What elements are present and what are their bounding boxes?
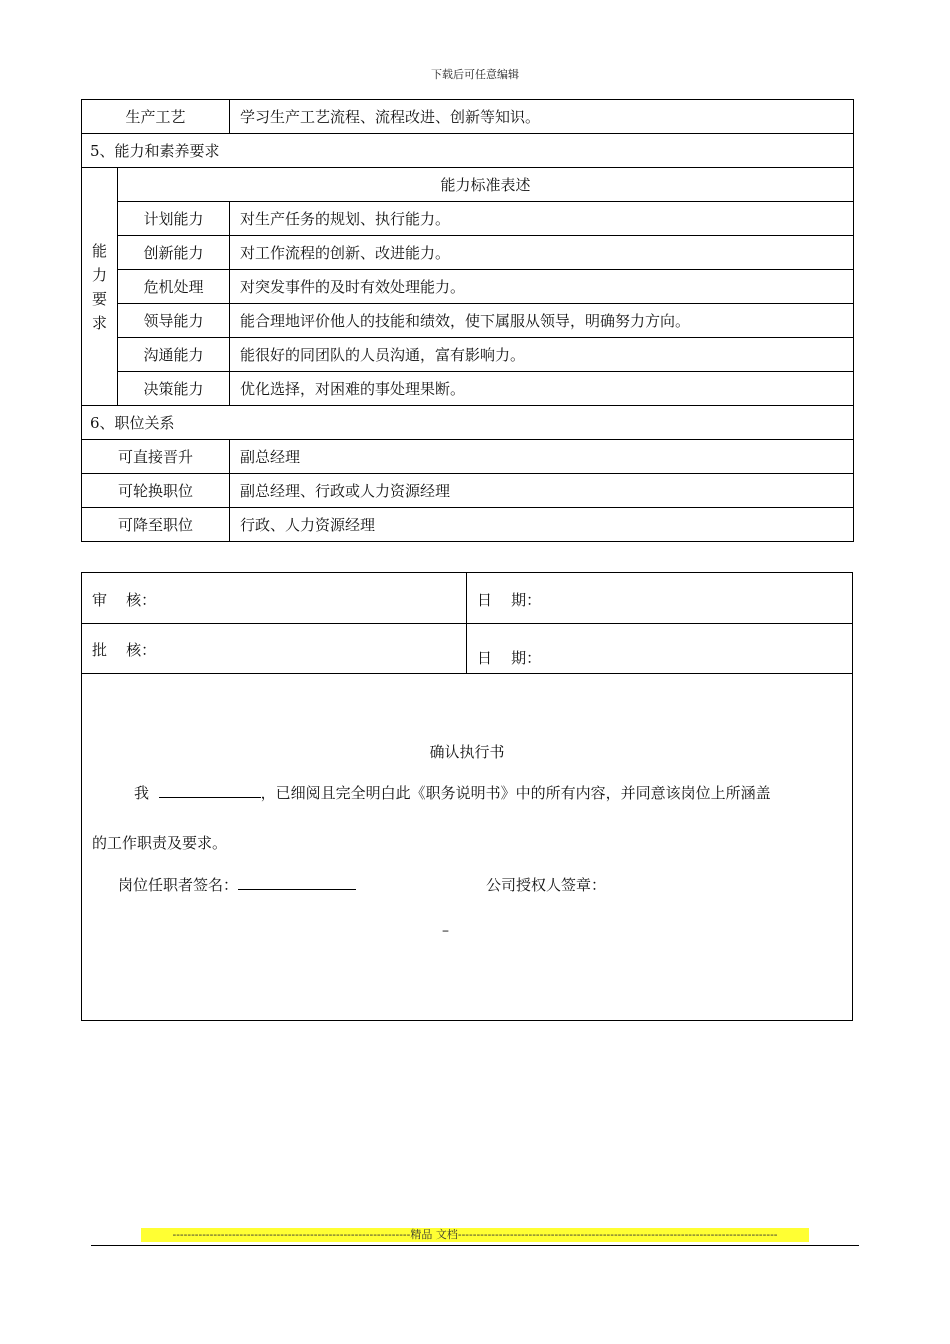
section5-title: 5、能力和素养要求: [82, 134, 854, 168]
ability-row: [82, 372, 854, 406]
job-description-table: [81, 99, 854, 542]
footer-rule: [91, 1245, 859, 1246]
relation-name: 可轮换职位: [82, 474, 230, 508]
ability-row: [82, 338, 854, 372]
page-header-note: 下载后可任意编辑: [431, 68, 519, 81]
ability-name: 危机处理: [118, 270, 230, 304]
dash-mark: –: [442, 923, 449, 939]
ability-vertical-char: 求: [92, 313, 108, 332]
ability-name: 创新能力: [118, 236, 230, 270]
signer-label: 岗位任职者签名：: [118, 876, 239, 894]
approval-column-divider: [466, 573, 467, 673]
ability-desc: 对突发事件的及时有效处理能力。: [230, 270, 854, 304]
ability-name: 计划能力: [118, 202, 230, 236]
ability-desc: 能合理地评价他人的技能和绩效，使下属服从领导，明确努力方向。: [230, 304, 854, 338]
ability-row: [82, 202, 854, 236]
ability-vertical-char: 力: [92, 265, 108, 284]
confirm-prefix: 我: [134, 784, 150, 802]
production-label: 生产工艺: [82, 100, 230, 134]
approve-label: 批 核：: [92, 641, 157, 659]
confirm-line-1: [134, 782, 771, 803]
name-blank[interactable]: [159, 797, 261, 798]
ability-row: [82, 270, 854, 304]
production-row: [82, 100, 854, 134]
ability-desc: 能很好的同团队的人员沟通，富有影响力。: [230, 338, 854, 372]
ability-desc: 对生产任务的规划、执行能力。: [230, 202, 854, 236]
date-label: 日 期：: [477, 649, 542, 667]
footer-band: [141, 1228, 809, 1242]
approval-divider: [82, 673, 852, 674]
ability-header-row: [82, 168, 854, 202]
ability-vertical-label: [82, 168, 118, 406]
relation-name: 可降至职位: [82, 508, 230, 542]
company-label: 公司授权人签章：: [486, 876, 607, 894]
ability-vertical-char: 能: [92, 241, 108, 260]
ability-name: 领导能力: [118, 304, 230, 338]
section6-row: [82, 406, 854, 440]
ability-header: 能力标准表述: [118, 168, 854, 202]
approval-box: [81, 572, 853, 1021]
ability-desc: 优化选择，对困难的事处理果断。: [230, 372, 854, 406]
section6-title: 6、职位关系: [82, 406, 854, 440]
relation-desc: 行政、人力资源经理: [230, 508, 854, 542]
confirm-line-2: 的工作职责及要求。: [92, 834, 228, 852]
relation-desc: 副总经理、行政或人力资源经理: [230, 474, 854, 508]
relation-row: [82, 440, 854, 474]
confirm-title: 确认执行书: [429, 743, 505, 761]
production-desc: 学习生产工艺流程、流程改进、创新等知识。: [230, 100, 854, 134]
signer-blank[interactable]: [238, 889, 356, 890]
confirm-suffix: ，已细阅且完全明白此《职务说明书》中的所有内容，并同意该岗位上所涵盖: [260, 784, 771, 802]
approval-divider: [82, 623, 852, 624]
ability-name: 决策能力: [118, 372, 230, 406]
date-label: 日 期：: [477, 591, 542, 609]
footer-dashes: ----------------------------------------------------------------: [172, 1228, 411, 1241]
ability-row: [82, 236, 854, 270]
relation-row: [82, 474, 854, 508]
signer-line: [118, 874, 356, 895]
ability-desc: 对工作流程的创新、改进能力。: [230, 236, 854, 270]
footer-text: 精品 文档: [410, 1228, 458, 1241]
relation-row: [82, 508, 854, 542]
review-label: 审 核：: [92, 591, 157, 609]
ability-name: 沟通能力: [118, 338, 230, 372]
ability-vertical-char: 要: [92, 289, 108, 308]
relation-name: 可直接晋升: [82, 440, 230, 474]
footer-dashes: --------------------------------------------------------------------------------------: [457, 1228, 778, 1241]
relation-desc: 副总经理: [230, 440, 854, 474]
section5-row: [82, 134, 854, 168]
ability-row: [82, 304, 854, 338]
